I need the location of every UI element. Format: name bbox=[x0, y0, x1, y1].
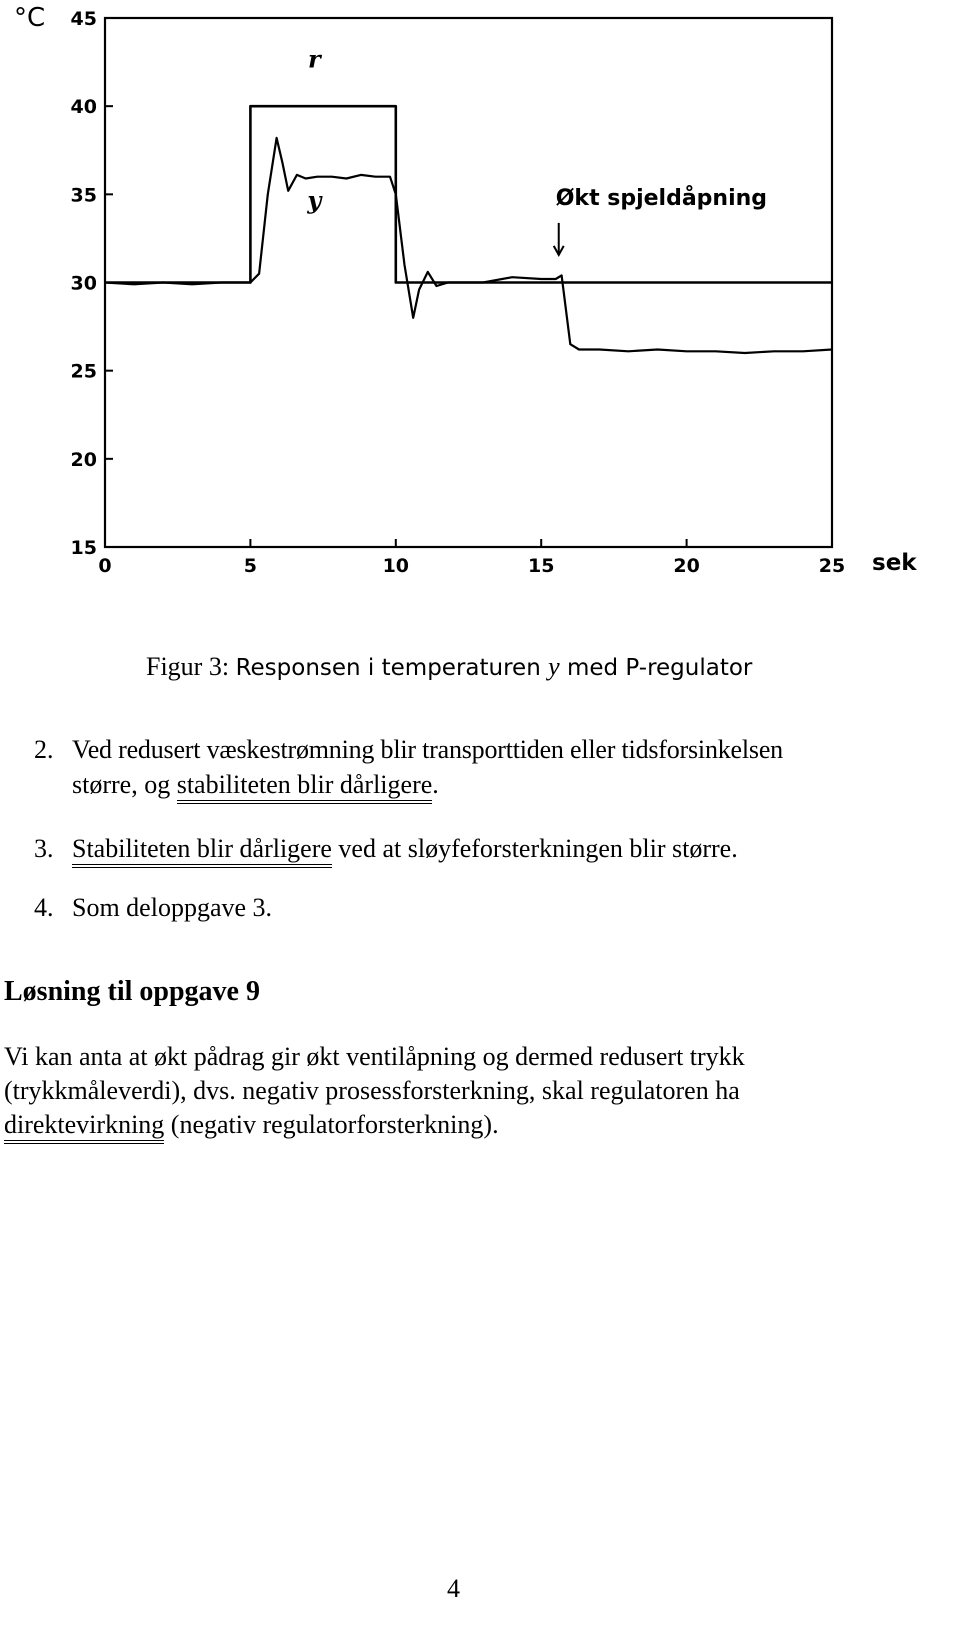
caption-prefix: Figur 3: bbox=[146, 652, 236, 681]
caption-var: y bbox=[548, 652, 560, 681]
x-tick-label: 0 bbox=[98, 555, 112, 577]
caption-text-a: Responsen i temperaturen bbox=[235, 655, 549, 681]
series-label-r: r bbox=[308, 44, 321, 74]
series-label-y: y bbox=[307, 185, 322, 215]
y-tick-label: 35 bbox=[70, 184, 97, 207]
temperature-response-chart bbox=[0, 0, 960, 610]
y-tick-label: 45 bbox=[70, 8, 97, 30]
item-3-underlined: Stabiliteten blir dårligere bbox=[72, 834, 332, 868]
item-2-line2-b: . bbox=[432, 770, 439, 799]
x-tick-label: 15 bbox=[527, 555, 555, 577]
section-underlined: direktevirkning bbox=[4, 1110, 164, 1144]
section-line2: (trykkmåleverdi), dvs. negativ prosessforsterkning, skal regulatoren ha bbox=[4, 1076, 740, 1105]
item-2-line2 bbox=[72, 768, 439, 802]
y-tick-label: 20 bbox=[70, 448, 97, 471]
x-tick-label: 25 bbox=[818, 555, 846, 577]
section-line1: Vi kan anta at økt pådrag gir økt ventilåpning og dermed redusert trykk bbox=[4, 1042, 745, 1071]
y-tick-label: 25 bbox=[70, 360, 97, 383]
y-unit-label: °C bbox=[14, 3, 46, 33]
x-tick-label: 10 bbox=[382, 555, 410, 577]
item-3-number: 3. bbox=[34, 834, 54, 863]
figure-caption bbox=[146, 650, 752, 685]
series-line-y bbox=[105, 138, 832, 353]
item-4-number: 4. bbox=[34, 893, 54, 922]
x-tick-label: 20 bbox=[673, 555, 700, 577]
item-3-text bbox=[72, 832, 738, 866]
section-line3 bbox=[4, 1108, 499, 1142]
y-tick-label: 30 bbox=[70, 272, 97, 295]
item-2-underlined: stabiliteten blir dårligere bbox=[177, 770, 433, 804]
item-2-line2-a: større, og bbox=[72, 770, 177, 799]
item-2-line1: Ved redusert væskestrømning blir transporttiden eller tidsforsinkelsen bbox=[72, 735, 783, 764]
x-unit-label: sek bbox=[872, 550, 917, 576]
y-tick-label: 15 bbox=[70, 537, 97, 559]
caption-text-b: med P-regulator bbox=[559, 655, 753, 681]
y-tick-label: 40 bbox=[70, 96, 97, 119]
item-3-rest: ved at sløyfeforsterkningen blir større. bbox=[331, 834, 738, 863]
item-2-number: 2. bbox=[34, 735, 54, 764]
section-line3-b: (negativ regulatorforsterkning). bbox=[164, 1110, 499, 1139]
item-4-text: Som deloppgave 3. bbox=[72, 893, 273, 922]
annotation-label: Økt spjeldåpning bbox=[555, 185, 768, 211]
section-heading: Løsning til oppgave 9 bbox=[4, 976, 260, 1007]
page-number: 4 bbox=[447, 1574, 460, 1603]
x-tick-label: 5 bbox=[243, 555, 258, 577]
